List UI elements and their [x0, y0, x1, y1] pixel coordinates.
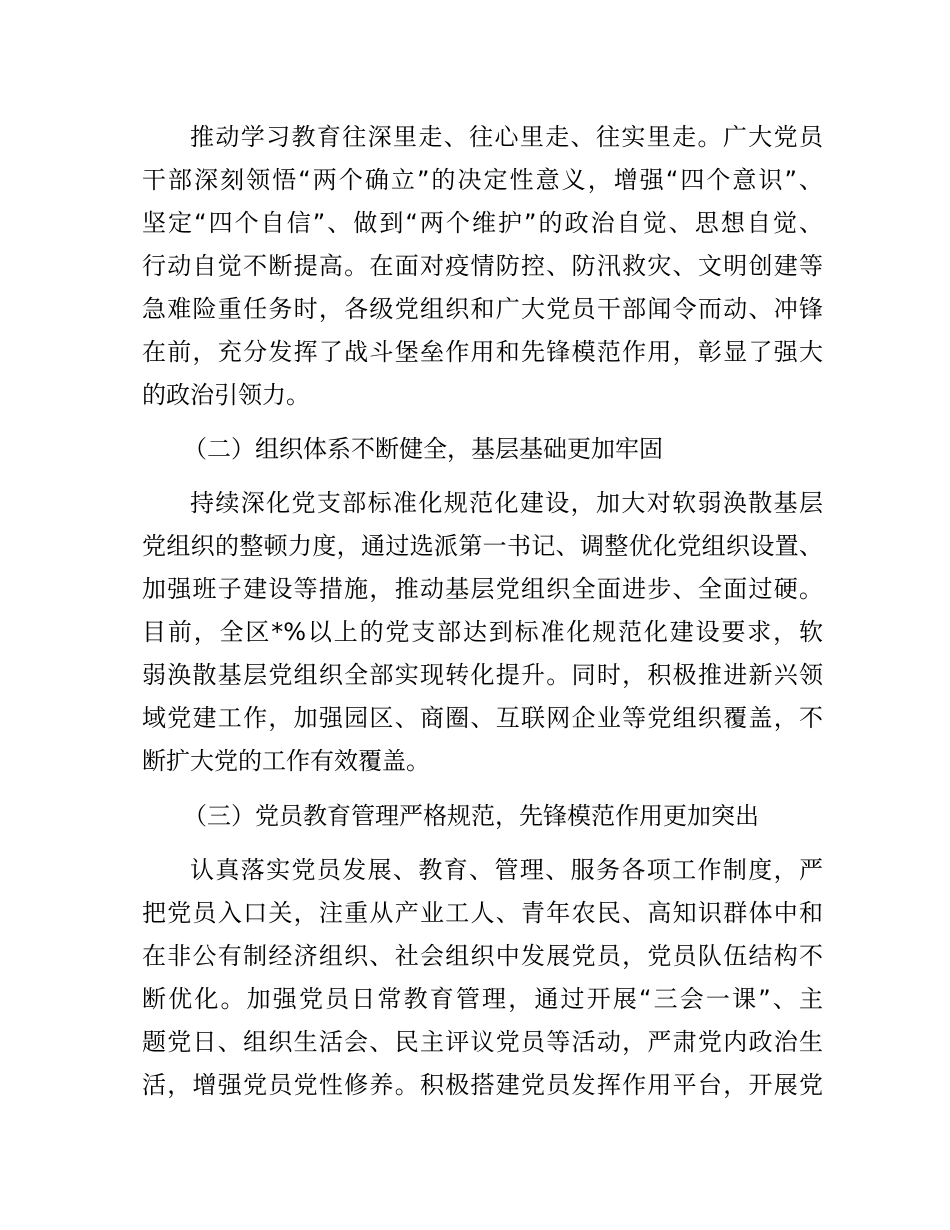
paragraph-1-line: 行动自觉不断提高。在面对疫情防控、防汛救灾、文明创建等 — [142, 252, 823, 280]
paragraph-2-line: 持续深化党支部标准化规范化建设，加大对软弱涣散基层 — [190, 489, 823, 517]
paragraph-1-line: 的政治引领力。 — [142, 381, 310, 409]
section-heading-2: （二）组织体系不断健全，基层基础更加牢固 — [183, 435, 663, 463]
paragraph-2-line: 目前，全区*%以上的党支部达到标准化规范化建设要求，软 — [142, 618, 823, 646]
paragraph-1-line: 在前，充分发挥了战斗堡垒作用和先锋模范作用，彰显了强大 — [142, 338, 823, 366]
paragraph-2-line: 党组织的整顿力度，通过选派第一书记、调整优化党组织设置、 — [142, 532, 823, 560]
paragraph-1-line: 干部深刻领悟“两个确立”的决定性意义，增强“四个意识”、 — [142, 166, 823, 194]
paragraph-3-line: 断优化。加强党员日常教育管理，通过开展“三会一课”、主 — [142, 985, 823, 1013]
paragraph-2-line: 域党建工作，加强园区、商圈、互联网企业等党组织覆盖，不 — [142, 704, 823, 732]
paragraph-3-line: 在非公有制经济组织、社会组织中发展党员，党员队伍结构不 — [142, 942, 823, 970]
paragraph-2-line: 断扩大党的工作有效覆盖。 — [142, 747, 430, 775]
paragraph-3-line: 把党员入口关，注重从产业工人、青年农民、高知识群体中和 — [142, 899, 823, 927]
paragraph-3-line: 认真落实党员发展、教育、管理、服务各项工作制度，严 — [190, 856, 823, 884]
paragraph-1-line: 急难险重任务时，各级党组织和广大党员干部闻令而动、冲锋 — [142, 295, 823, 323]
paragraph-2-line: 弱涣散基层党组织全部实现转化提升。同时，积极推进新兴领 — [142, 661, 823, 689]
paragraph-3-line: 活，增强党员党性修养。积极搭建党员发挥作用平台，开展党 — [142, 1071, 823, 1099]
paragraph-1-line: 推动学习教育往深里走、往心里走、往实里走。广大党员 — [190, 123, 823, 151]
paragraph-1-line: 坚定“四个自信”、做到“两个维护”的政治自觉、思想自觉、 — [142, 209, 823, 237]
section-heading-3: （三）党员教育管理严格规范，先锋模范作用更加突出 — [183, 802, 759, 830]
paragraph-2-line: 加强班子建设等措施，推动基层党组织全面进步、全面过硬。 — [142, 575, 823, 603]
paragraph-3-line: 题党日、组织生活会、民主评议党员等活动，严肃党内政治生 — [142, 1028, 823, 1056]
